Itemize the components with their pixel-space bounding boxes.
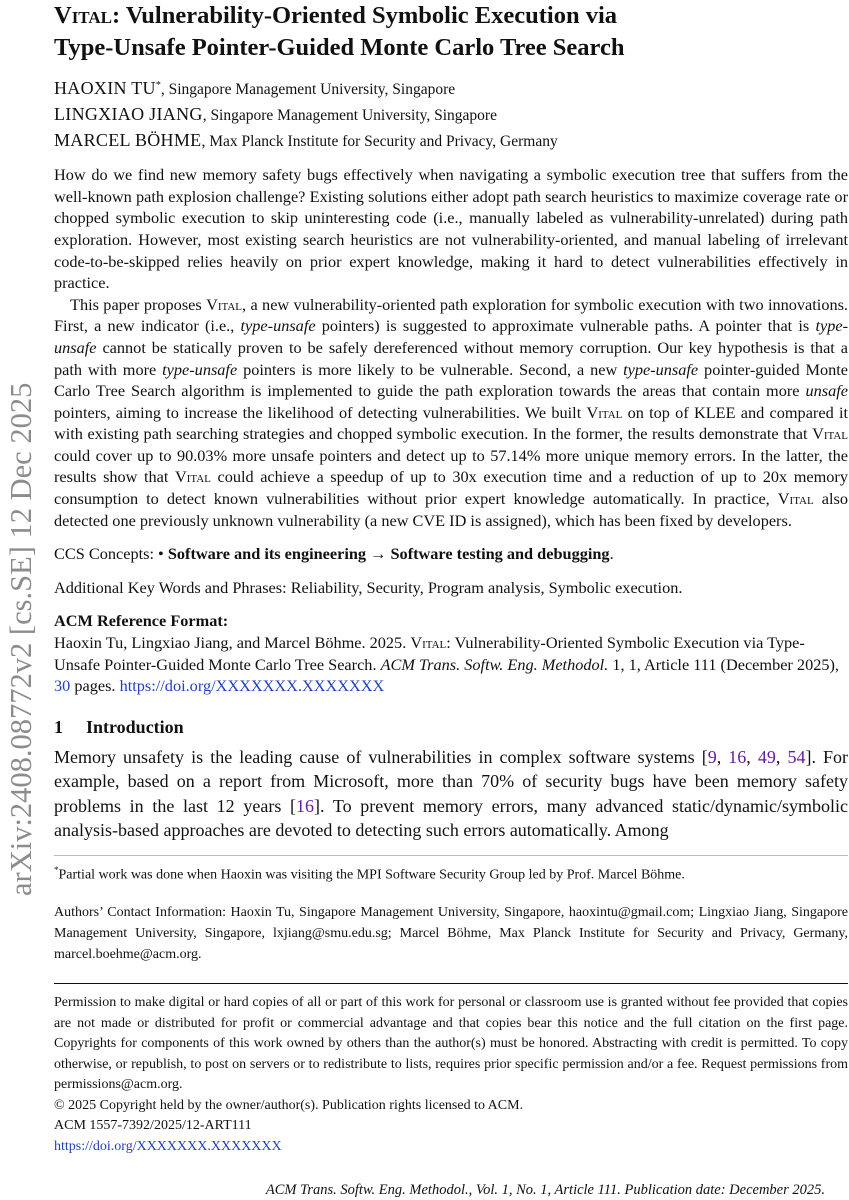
reference-format-body: Haoxin Tu, Lingxiao Jiang, and Marcel Böhme. 2025. Vital: Vulnerability-Oriented Symbolic Execution via Type-Unsafe Pointer-Guided Monte Carlo Tree Search. ACM Trans. Softw. Eng. Methodol. 1, 1, Article 111 (December 2025), 30 pages. https://doi.org/XXXXXXX.XXXXXXX bbox=[54, 633, 839, 696]
permission-notice bbox=[54, 983, 848, 1157]
paper-title bbox=[54, 0, 848, 64]
permission-text: Permission to make digital or hard copies of all or part of this work for personal or classroom use is granted without fee provided that copies are not made or distributed for profit or commercial advantage and that copies bear this notice and the full citation on the first page. Copyrights for components of this work owned by others than the author(s) must be honored. Abstracting with credit is permitted. To copy otherwise, or republish, to post on servers or to redistribute to lists, requires prior specific permission and/or a fee. Request permissions from permissions@acm.org. bbox=[54, 995, 848, 1093]
citation-link[interactable]: 49 bbox=[757, 746, 776, 767]
author-name: HAOXIN TU bbox=[54, 78, 156, 99]
abstract bbox=[54, 164, 848, 531]
citation-link[interactable]: 54 bbox=[787, 746, 806, 767]
paper-page bbox=[54, 0, 848, 1157]
issn-line: ACM 1557-7392/2025/12-ART111 bbox=[54, 1118, 252, 1134]
tool-name: Vital bbox=[777, 489, 814, 509]
title-line2: Type-Unsafe Pointer-Guided Monte Carlo Tree Search bbox=[54, 34, 625, 61]
citation-link[interactable]: 16 bbox=[296, 795, 315, 816]
author-affiliation: , Max Planck Institute for Security and Privacy, Germany bbox=[201, 133, 558, 151]
abstract-paragraph-1: How do we find new memory safety bugs effectively when navigating a symbolic execution tree that suffers from the well-known path explosion challenge? Existing solutions either adopt path search heuristics to maximize coverage rate or chopped symbolic execution to skip uninteresting code (i.e., manually labeled as vulnerability-unrelated) during path exploration. However, most existing search heuristics are not vulnerability-oriented, and manual labeling of irrelevant code-to-be-skipped relies heavily on prior expert knowledge, making it hard to detect vulnerabilities effectively in practice. bbox=[54, 165, 848, 293]
introduction-paragraph: Memory unsafety is the leading cause of vulnerabilities in complex software systems [9, 16, 49, 54]. For example, based on a report from Microsoft, more than 70% of security bugs have been memory safety problems in the last 12 years [16]. To prevent memory errors, many advanced static/dynamic/symbolic analysis-based approaches are devoted to detecting such errors automatically. Among bbox=[54, 746, 849, 841]
title-line1-rest: : Vulnerability-Oriented Symbolic Execution via bbox=[112, 2, 618, 29]
page-count-link[interactable]: 30 bbox=[54, 676, 71, 696]
tool-name: Vital bbox=[174, 467, 211, 487]
author-name: LINGXIAO JIANG bbox=[54, 104, 203, 125]
keywords: Additional Key Words and Phrases: Reliability, Security, Program analysis, Symbolic execution. bbox=[54, 577, 683, 597]
tool-name: Vital bbox=[206, 294, 243, 314]
doi-link[interactable]: https://doi.org/XXXXXXX.XXXXXXX bbox=[119, 676, 385, 696]
citation-link[interactable]: 9 bbox=[707, 746, 717, 767]
footnote: *Partial work was done when Haoxin was visiting the MPI Software Security Group led by Prof. Marcel Böhme. bbox=[54, 855, 848, 885]
author-affiliation: , Singapore Management University, Singapore bbox=[160, 81, 456, 99]
author-entry bbox=[54, 73, 848, 102]
author-footnote-mark[interactable]: * bbox=[155, 80, 161, 91]
tool-name: Vital bbox=[812, 424, 848, 444]
author-entry bbox=[54, 102, 848, 128]
author-contact-information: Authors’ Contact Information: Haoxin Tu, Singapore Management University, Singapore, haoxintu@gmail.com; Lingxiao Jiang, Singapore Management University, Singapore, lxjiang@smu.edu.sg; Marcel Böhme, Max Planck Institute for Security and Privacy, Germany, marcel.boehme@acm.org. bbox=[54, 905, 848, 963]
section-heading-introduction: 1 Introduction bbox=[54, 716, 184, 737]
title-tool-name: Vital bbox=[54, 2, 113, 29]
arxiv-identifier-stamp: arXiv:2408.08772v2 [cs.SE] 12 Dec 2025 bbox=[4, 382, 38, 896]
author-name: MARCEL BÖHME bbox=[54, 130, 202, 151]
citation-link[interactable]: 16 bbox=[728, 746, 747, 767]
ccs-concepts: CCS Concepts: • Software and its engineering → Software testing and debugging. bbox=[54, 544, 614, 564]
abstract-paragraph-2: This paper proposes Vital, a new vulnerability-oriented path exploration for symbolic execution with two innovations. First, a new indicator (i.e., type-unsafe pointers) is suggested to approximate vulnerable paths. A pointer that is type-unsafe cannot be statically proven to be safely dereferenced without memory corruption. Our key hypothesis is that a path with more type-unsafe pointers is more likely to be vulnerable. Second, a new type-unsafe pointer-guided Monte Carlo Tree Search algorithm is implemented to guide the path exploration towards the areas that contain more unsafe pointers, aiming to increase the likelihood of detecting vulnerabilities. We built Vital on top of KLEE and compared it with existing path searching strategies and chopped symbolic execution. In the former, the results demonstrate that Vital could cover up to 90.03% more unsafe pointers and detect up to 57.14% more unique memory errors. In the latter, the results show that Vital could achieve a speedup of up to 30x execution time and a reduction of up to 20x memory consumption to detect known vulnerabilities without prior expert knowledge automatically. In practice, Vital also detected one previously unknown vulnerability (a new CVE ID is assigned), which has been fixed by developers. bbox=[54, 294, 849, 530]
reference-format-heading: ACM Reference Format: bbox=[54, 611, 229, 631]
author-entry bbox=[54, 128, 848, 154]
doi-link[interactable]: https://doi.org/XXXXXXX.XXXXXXX bbox=[54, 1138, 282, 1154]
running-footer: ACM Trans. Softw. Eng. Methodol., Vol. 1, No. 1, Article 111. Publication date: December 2025. bbox=[265, 1182, 825, 1198]
copyright-line: © 2025 Copyright held by the owner/author(s). Publication rights licensed to ACM. bbox=[54, 1097, 524, 1113]
author-affiliation: , Singapore Management University, Singapore bbox=[202, 107, 497, 125]
tool-name: Vital bbox=[586, 402, 623, 422]
author-list bbox=[54, 73, 848, 154]
